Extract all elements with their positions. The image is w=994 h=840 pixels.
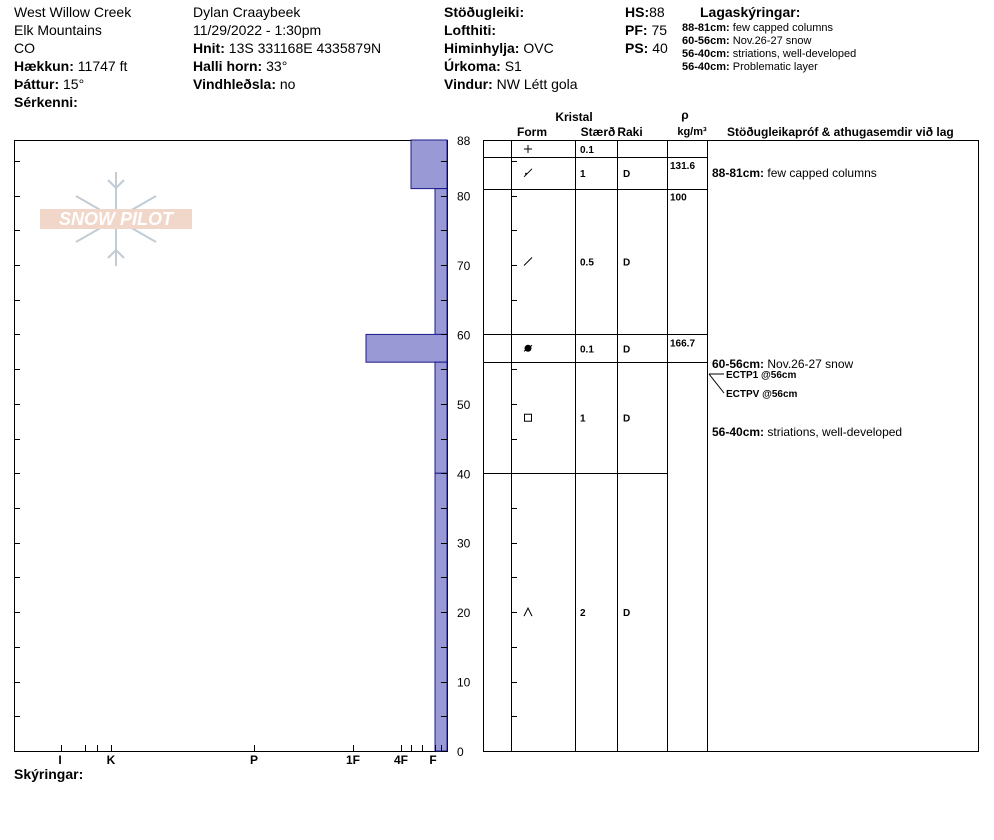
hs-value: 88 bbox=[649, 4, 665, 20]
hardness-plot-frame bbox=[15, 141, 448, 752]
rounded-grain-icon bbox=[524, 345, 532, 352]
features-label: Sérkenni: bbox=[14, 94, 78, 110]
legend-text: Nov.26-27 snow bbox=[732, 35, 812, 47]
surface-row bbox=[524, 145, 594, 156]
density-unit: kg/m³ bbox=[677, 126, 707, 138]
pf-value: 75 bbox=[651, 22, 668, 38]
comments-header: Stöðugleikapróf & athugasemdir við lag bbox=[727, 125, 954, 139]
grain-size: 0.1 bbox=[580, 145, 594, 156]
observer-name: Dylan Craaybeek bbox=[193, 4, 301, 20]
grain-size: 1 bbox=[580, 413, 586, 425]
legend-range: 56-40cm: bbox=[682, 61, 730, 73]
wind-loading-label: Vindhleðsla: bbox=[193, 76, 276, 92]
new-snow-icon bbox=[524, 145, 532, 153]
notes-label: Skýringar: bbox=[14, 766, 84, 782]
grain-size: 0.5 bbox=[580, 257, 594, 269]
observation-datetime: 11/29/2022 - 1:30pm bbox=[193, 22, 322, 38]
grain-size: 1 bbox=[580, 168, 586, 180]
comment-range: 56-40cm: bbox=[712, 425, 765, 439]
legend-text: striations, well-developed bbox=[732, 48, 857, 60]
ps-label: PS: bbox=[625, 40, 649, 56]
legend-title: Lagaskýringar: bbox=[700, 4, 801, 20]
layer-comment bbox=[712, 425, 902, 439]
hardness-tick-label: P bbox=[249, 753, 259, 767]
depth-tick-label: 80 bbox=[457, 189, 471, 204]
hardness-tick-label: K bbox=[106, 753, 116, 767]
stability-tests bbox=[709, 370, 798, 400]
hardness-tick-label: F bbox=[429, 753, 437, 767]
hardness-bars bbox=[366, 140, 447, 751]
hardness-tick-label: I bbox=[58, 753, 62, 767]
form-header: Form bbox=[517, 125, 547, 139]
depth-tick-label: 40 bbox=[457, 467, 471, 482]
depth-tick-label: 0 bbox=[457, 745, 464, 759]
faceted-rounded-icon bbox=[524, 169, 532, 177]
wetness-value: D bbox=[623, 413, 631, 425]
pf-label: PF: bbox=[625, 22, 648, 38]
comment-text: striations, well-developed bbox=[764, 425, 903, 439]
size-header: Stærð bbox=[580, 125, 616, 139]
table-frame bbox=[484, 141, 979, 752]
wetness-value: D bbox=[623, 344, 631, 356]
wetness-value: D bbox=[623, 257, 631, 269]
location-name: West Willow Creek bbox=[14, 4, 132, 20]
depth-tick-label: 10 bbox=[457, 675, 471, 690]
state: CO bbox=[14, 40, 35, 56]
faceted-crystal-icon bbox=[525, 414, 532, 421]
depth-tick-label: 88 bbox=[457, 134, 471, 148]
legend-text: few capped columns bbox=[732, 22, 834, 34]
comment-range: 88-81cm: bbox=[712, 165, 765, 180]
grain-size: 0.1 bbox=[580, 344, 594, 356]
comment-range: 60-56cm: bbox=[712, 357, 765, 371]
table-row bbox=[524, 608, 630, 619]
table-row bbox=[483, 338, 854, 371]
hardness-bar bbox=[411, 140, 447, 189]
test-arrow bbox=[709, 374, 724, 393]
decomposing-fragment-icon bbox=[524, 258, 532, 266]
depth-tick-label: 20 bbox=[457, 606, 471, 621]
slope-label: Halli horn: bbox=[193, 58, 263, 74]
hardness-axis bbox=[58, 745, 441, 767]
kristal-header: Kristal bbox=[555, 110, 593, 124]
precip-label: Úrkoma: bbox=[444, 58, 501, 74]
aspect-label: Þáttur: bbox=[14, 76, 60, 92]
air-temp-label: Lofthiti: bbox=[444, 22, 497, 38]
layer-table bbox=[484, 140, 979, 752]
legend-text: Problematic layer bbox=[732, 61, 818, 73]
snowpilot-logo bbox=[40, 172, 192, 266]
density-value: 131.6 bbox=[670, 161, 696, 172]
hardness-bar bbox=[435, 189, 447, 335]
depth-tick-label: 30 bbox=[457, 536, 471, 551]
table-row bbox=[483, 161, 877, 190]
coords-value: 13S 331168E 4335879N bbox=[228, 40, 382, 56]
wetness-header: Raki bbox=[617, 125, 643, 139]
depth-tick-label: 70 bbox=[457, 258, 471, 273]
comment-text: Nov.26-27 snow bbox=[764, 357, 854, 371]
depth-tick-label: 50 bbox=[457, 397, 471, 412]
wetness-value: D bbox=[623, 608, 631, 620]
wind-label: Vindur: bbox=[444, 76, 493, 92]
legend-range: 60-56cm: bbox=[682, 35, 730, 47]
density-symbol: ρ bbox=[681, 108, 689, 122]
depth-hoar-icon bbox=[524, 608, 532, 616]
elevation-label: Hækkun: bbox=[14, 58, 74, 74]
comment-text: few capped columns bbox=[764, 165, 877, 180]
table-row bbox=[483, 414, 902, 474]
sky-value: OVC bbox=[523, 40, 554, 56]
density-value: 166.7 bbox=[670, 338, 696, 350]
elevation-value: 11747 ft bbox=[77, 58, 128, 74]
wetness-value: D bbox=[623, 168, 631, 180]
hardness-bar bbox=[435, 362, 447, 473]
hardness-bar bbox=[366, 334, 447, 362]
layer-rows bbox=[483, 145, 902, 619]
precip-value: S1 bbox=[504, 58, 522, 74]
hardness-tick-label: 4F bbox=[393, 753, 409, 767]
wind-value: NW Létt gola bbox=[496, 76, 578, 92]
depth-tick-label: 60 bbox=[457, 328, 471, 343]
grain-size: 2 bbox=[580, 608, 586, 620]
layer-comment bbox=[712, 166, 877, 180]
table-row bbox=[483, 193, 707, 335]
notes-row bbox=[14, 765, 83, 783]
slope-value: 33° bbox=[266, 58, 288, 74]
density-value: 100 bbox=[670, 192, 687, 204]
test-result: ECTP1 @56cm bbox=[726, 370, 797, 381]
wind-loading-value: no bbox=[279, 76, 296, 92]
logo-text: SNOW PILOT bbox=[59, 209, 173, 229]
layer-comment bbox=[712, 357, 854, 371]
coords-label: Hnit: bbox=[193, 40, 225, 56]
sky-label: Himinhylja: bbox=[444, 40, 520, 56]
hs-label: HS: bbox=[625, 4, 650, 20]
hardness-tick-label: 1F bbox=[345, 753, 361, 767]
test-result: ECTPV @56cm bbox=[726, 389, 798, 400]
ps-value: 40 bbox=[652, 40, 668, 56]
legend-range: 56-40cm: bbox=[682, 48, 730, 60]
stability-label: Stöðugleiki: bbox=[444, 4, 525, 20]
aspect-value: 15° bbox=[63, 76, 85, 92]
legend-range: 88-81cm: bbox=[682, 22, 730, 34]
mountain-range: Elk Mountains bbox=[14, 22, 102, 38]
